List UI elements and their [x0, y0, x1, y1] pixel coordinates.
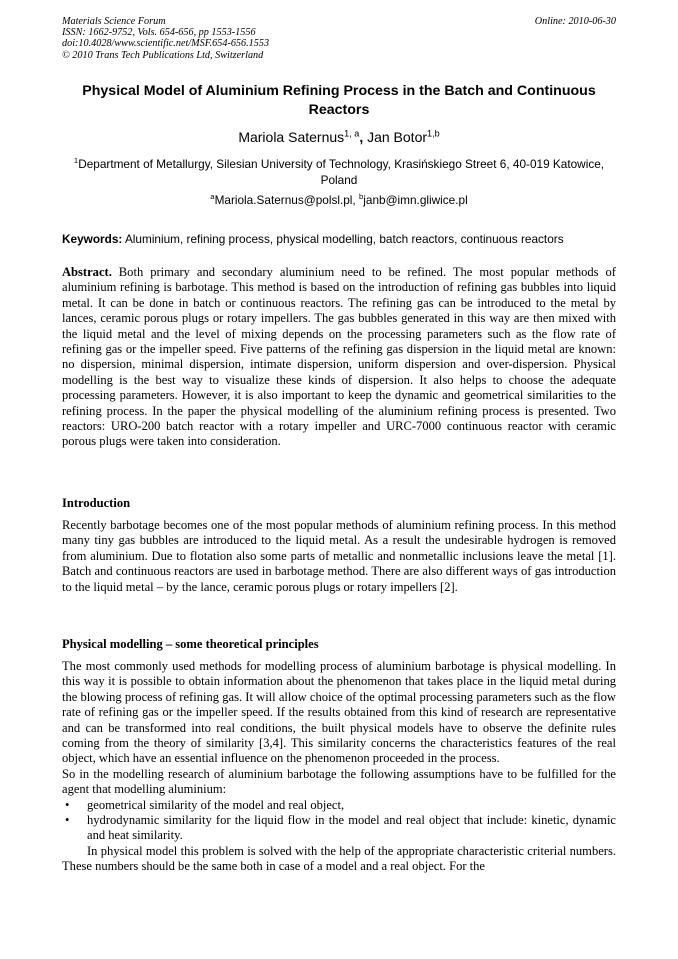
email-line [62, 192, 616, 208]
author-name: Mariola Saternus [238, 129, 345, 145]
keywords [62, 231, 616, 247]
abstract-text: Both primary and secondary aluminium need to be refined. The most popular methods of aluminium refining is barbotage. This method is based on the introduction of refining gas bubbles into liquid metal. It can be done in batch or continuous reactors. The refining gas can be introduced to the metal by lances, ceramic porous plugs or rotary impellers. The gas bubbles generated in this way are then mixed with the liquid metal and the level of mixing depends on the processing parameters such as the flow rate of refining gas or the impeller speed. Five patterns of the refining gas dispersion in the liquid metal are known: no dispersion, minimal dispersion, intimate dispersion, uniform dispersion and over-dispersion. Physical modelling is the best way to visualize these kinds of dispersion. It also helps to choose the adequate processing parameters. However, it is also important to keep the dynamic and geometrical similarities to the refining process. In the paper the physical modelling of the aluminium refining process is presented. Two reactors: URO-200 batch reactor with a rotary impeller and URC-7000 continuous reactor with ceramic porous plugs were taken into consideration. [62, 265, 616, 449]
section-heading-physical-modelling: Physical modelling – some theoretical principles [62, 637, 319, 651]
keywords-label: Keywords: [62, 232, 123, 246]
affiliation-text: Department of Metallurgy, Silesian University of Technology, Krasińskiego Street 6, 40-019 Katowice, Poland [78, 157, 605, 187]
paragraph: In physical model this problem is solved with the help of the appropriate characteristic criterial numbers. These numbers should be the same both in case of a model and a real object. For the [62, 843, 616, 874]
author-line [62, 128, 616, 146]
physical-modelling-section [62, 659, 616, 875]
list-item [62, 798, 616, 813]
email-address: janb@imn.gliwice.pl [363, 193, 468, 207]
section-heading-introduction: Introduction [62, 496, 131, 510]
doi-line: doi:10.4028/www.scientific.net/MSF.654-656.1553 [62, 38, 270, 50]
email-superscript: a [210, 192, 215, 202]
list-item-text: hydrodynamic similarity for the liquid flow in the model and real object that include: kinetic, dynamic and heat similarity. [87, 813, 616, 843]
abstract-label: Abstract. [62, 265, 112, 279]
email-address: Mariola.Saternus@polsl.pl, [214, 193, 359, 207]
paragraph: The most commonly used methods for modelling process of aluminium barbotage is physical modelling. In this way it is possible to obtain information about the phenomenon that takes place in the liquid metal during the blowing process of refining gas. It will allow choice of the optimal processing parameters such as the flow rate of refining gas or the impeller speed. If the results obtained from this kind of research are representative and can be transformed into real conditions, the built physical models have to observe the definite rules coming from the theory of similarity [3,4]. This similarity concerns the characteristics features of the real object, which have an essential influence on the phenomenon proceeded in the process. [62, 659, 616, 766]
email-superscript: b [359, 192, 364, 202]
affiliation-superscript: 1 [73, 156, 79, 166]
affiliation [62, 156, 616, 188]
bullet-icon: • [65, 813, 70, 828]
list-item-text: geometrical similarity of the model and real object, [87, 797, 345, 812]
issn-line: ISSN: 1662-9752, Vols. 654-656, pp 1553-1556 [62, 27, 256, 39]
abstract [62, 265, 616, 450]
keywords-text: Aluminium, refining process, physical modelling, batch reactors, continuous reactors [122, 232, 564, 246]
online-date: Online: 2010-06-30 [534, 16, 616, 27]
author-superscript: 1,b [427, 128, 440, 139]
copyright-line: © 2010 Trans Tech Publications Ltd, Switzerland [62, 49, 264, 61]
introduction-paragraph: Recently barbotage becomes one of the most popular methods of aluminium refining process. In this method many tiny gas bubbles are introduced to the liquid metal. As a result the undesirable hydrogen is removed from aluminium. Due to flotation also some parts of metallic and nonmetallic inclusions leave the metal [1]. Batch and continuous reactors are used in barbotage method. There are also different ways of gas introduction to the liquid metal – by the lance, ceramic porous plugs or rotary impellers [2]. [62, 518, 616, 594]
bullet-icon: • [65, 797, 70, 812]
author-separator: , [359, 129, 368, 145]
author-superscript: 1, a [344, 128, 360, 139]
list-item [62, 813, 616, 844]
author-name: Jan Botor [367, 129, 428, 145]
paper-title: Physical Model of Aluminium Refining Process in the Batch and Continuous Reactors [82, 83, 596, 118]
citation-block [62, 16, 269, 61]
paragraph: So in the modelling research of aluminium barbotage the following assumptions have to be fulfilled for the agent that modelling aluminium: [62, 766, 616, 797]
journal-name: Materials Science Forum [62, 16, 166, 27]
bullet-list [62, 798, 616, 844]
